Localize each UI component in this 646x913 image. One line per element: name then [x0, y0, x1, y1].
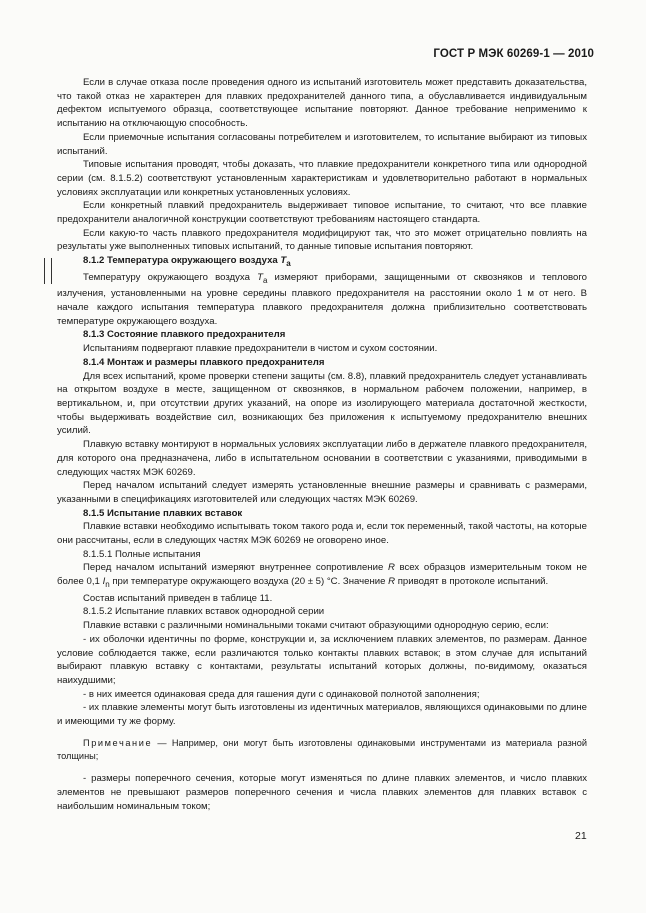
paragraph: Плавкие вставки необходимо испытывать током такого рода и, если ток переменный, такой частоты, на которые они рассчитаны, если в следующих частях МЭК 60269 не оговорено иное.: [57, 521, 587, 547]
section-heading-8-1-2: [57, 254, 587, 271]
note: [57, 737, 587, 764]
standard-header: ГОСТ Р МЭК 60269-1 — 2010: [433, 48, 594, 60]
symbol-subscript: a: [286, 259, 291, 269]
paragraph: Для всех испытаний, кроме проверки степени защиты (см. 8.8), плавкий предохранитель следует устанавливать на открытом воздухе в месте, защищенном от сквозняков, в нормальном рабочем положении, например, в вертикальном, и, при отсутствии других указаний, на опоре из изолирующего материала достаточной жесткости, чтобы выдерживать воздействие сил, возникающих без приложения к испытуемому предохранителю внешних усилий.: [57, 370, 587, 437]
paragraph: Типовые испытания проводят, чтобы доказать, что плавкие предохранители конкретного типа или однородной серии (см. 8.1.5.2) соответствуют установленным характеристикам и удовлетворительно работают в нормальных условиях эксплуатации или конкретных установленных условиях.: [57, 159, 587, 198]
note-label: Примечание: [83, 737, 153, 748]
paragraph: Если приемочные испытания согласованы потребителем и изготовителем, то испытание выбирают из типовых испытаний.: [57, 131, 587, 157]
paragraph: Если в случае отказа после проведения одного из испытаний изготовитель может представить доказательства, что такой отказ не характерен для плавких предохранителей данного типа, а обуславливается индивидуальным дефектом испытуемого образца, соответствующее испытание повторяют. Данное требование неприменимо к испытанию на отключающую способность.: [57, 77, 587, 130]
section-heading-8-1-4: 8.1.4 Монтаж и размеры плавкого предохранителя: [83, 356, 325, 368]
list-item: - размеры поперечного сечения, которые могут изменяться по длине плавких элементов, и число плавких элементов не превышают размеров поперечного сечения и числа плавких элементов для плавких вставок с наибольшим номинальным током;: [57, 773, 587, 812]
paragraph: Испытаниям подвергают плавкие предохранители в чистом и сухом состоянии.: [83, 343, 438, 355]
list-item: - их плавкие элементы могут быть изготовлены из идентичных материалов, являющихся одинаковыми по длине и имеющими ту же форму.: [57, 702, 587, 728]
paragraph: Плавкую вставку монтируют в нормальных условиях эксплуатации либо в держателе плавкого предохранителя, для которого она предназначена, либо в испытательном основании в соответствии с указаниями, приводимыми в следующих частях МЭК 60269.: [57, 439, 587, 478]
text: Температуру окружающего воздуха: [83, 271, 258, 283]
heading-text: 8.1.2 Температура окружающего воздуха: [83, 255, 281, 267]
list-item: - их оболочки идентичны по форме, конструкции и, за исключением плавких элементов, по размерам. Данное условие соблюдается также, если различаются только контакты плавких вставок; в этом случае для испытаний выбирают плавкую вставку с контактами, результаты испытаний которых должны, по-видимому, оказаться наихудшими;: [57, 633, 587, 686]
list-item: - в них имеется одинаковая среда для гашения дуги с одинаковой полнотой заполнения;: [83, 688, 480, 700]
note-text: — Например, они могут быть изготовлены одинаковыми инструментами из материала разной толщины;: [57, 737, 587, 762]
paragraph: Плавкие вставки с различными номинальными токами считают образующими однородную серию, если:: [83, 620, 549, 632]
subsection-heading-8-1-5-2: 8.1.5.2 Испытание плавких вставок однородной серии: [83, 606, 325, 618]
symbol-subscript: a: [262, 275, 268, 285]
document-body: [57, 76, 587, 813]
change-bar: [44, 258, 52, 284]
text: Перед началом испытаний измеряют внутреннее сопротивление: [83, 562, 388, 574]
text: всех образцов измерительным током не более 0,1: [57, 562, 588, 588]
paragraph: Перед началом испытаний следует измерять установленные внешние размеры и сравнивать с размерами, указанными в спецификациях изготовителей или следующих частях МЭК 60269.: [57, 480, 587, 505]
symbol-t: T: [257, 271, 263, 283]
paragraph: [57, 561, 587, 591]
section-heading-8-1-5: 8.1.5 Испытание плавких вставок: [83, 507, 243, 519]
symbol-r: R: [387, 562, 395, 574]
paragraph: Если конкретный плавкий предохранитель выдерживает типовое испытание, то считают, что все плавкие предохранители аналогичной конструкции соответствуют требованиям настоящего стандарта.: [57, 200, 587, 226]
subsection-heading-8-1-5-1: 8.1.5.1 Полные испытания: [83, 548, 201, 560]
symbol-subscript: n: [105, 580, 110, 590]
symbol-t: T: [280, 255, 287, 267]
paragraph: [57, 271, 587, 329]
page-number: 21: [575, 830, 587, 842]
text: измеряют приборами, защищенными от сквозняков и теплового излучения, установленными на уровне середины плавкого предохранителя на расстоянии около 1 м от него. В начале каждого испытания температура плавкого предохранителя должна приблизительно соответствовать температуре окружающего воздуха.: [57, 271, 587, 327]
text: приводят в протоколе испытаний.: [395, 576, 549, 588]
paragraph: Состав испытаний приведен в таблице 11.: [83, 592, 273, 604]
paragraph: Если какую-то часть плавкого предохранителя модифицируют так, что это может отрицательно повлиять на результаты уже выполненных типовых испытаний, то данные типовые испытания повторяют.: [57, 227, 587, 253]
symbol-i: I: [102, 576, 106, 588]
section-heading-8-1-3: 8.1.3 Состояние плавкого предохранителя: [83, 329, 286, 341]
symbol-r: R: [388, 576, 396, 588]
text: при температуре окружающего воздуха (20 ± 5) °С. Значение: [109, 576, 389, 588]
